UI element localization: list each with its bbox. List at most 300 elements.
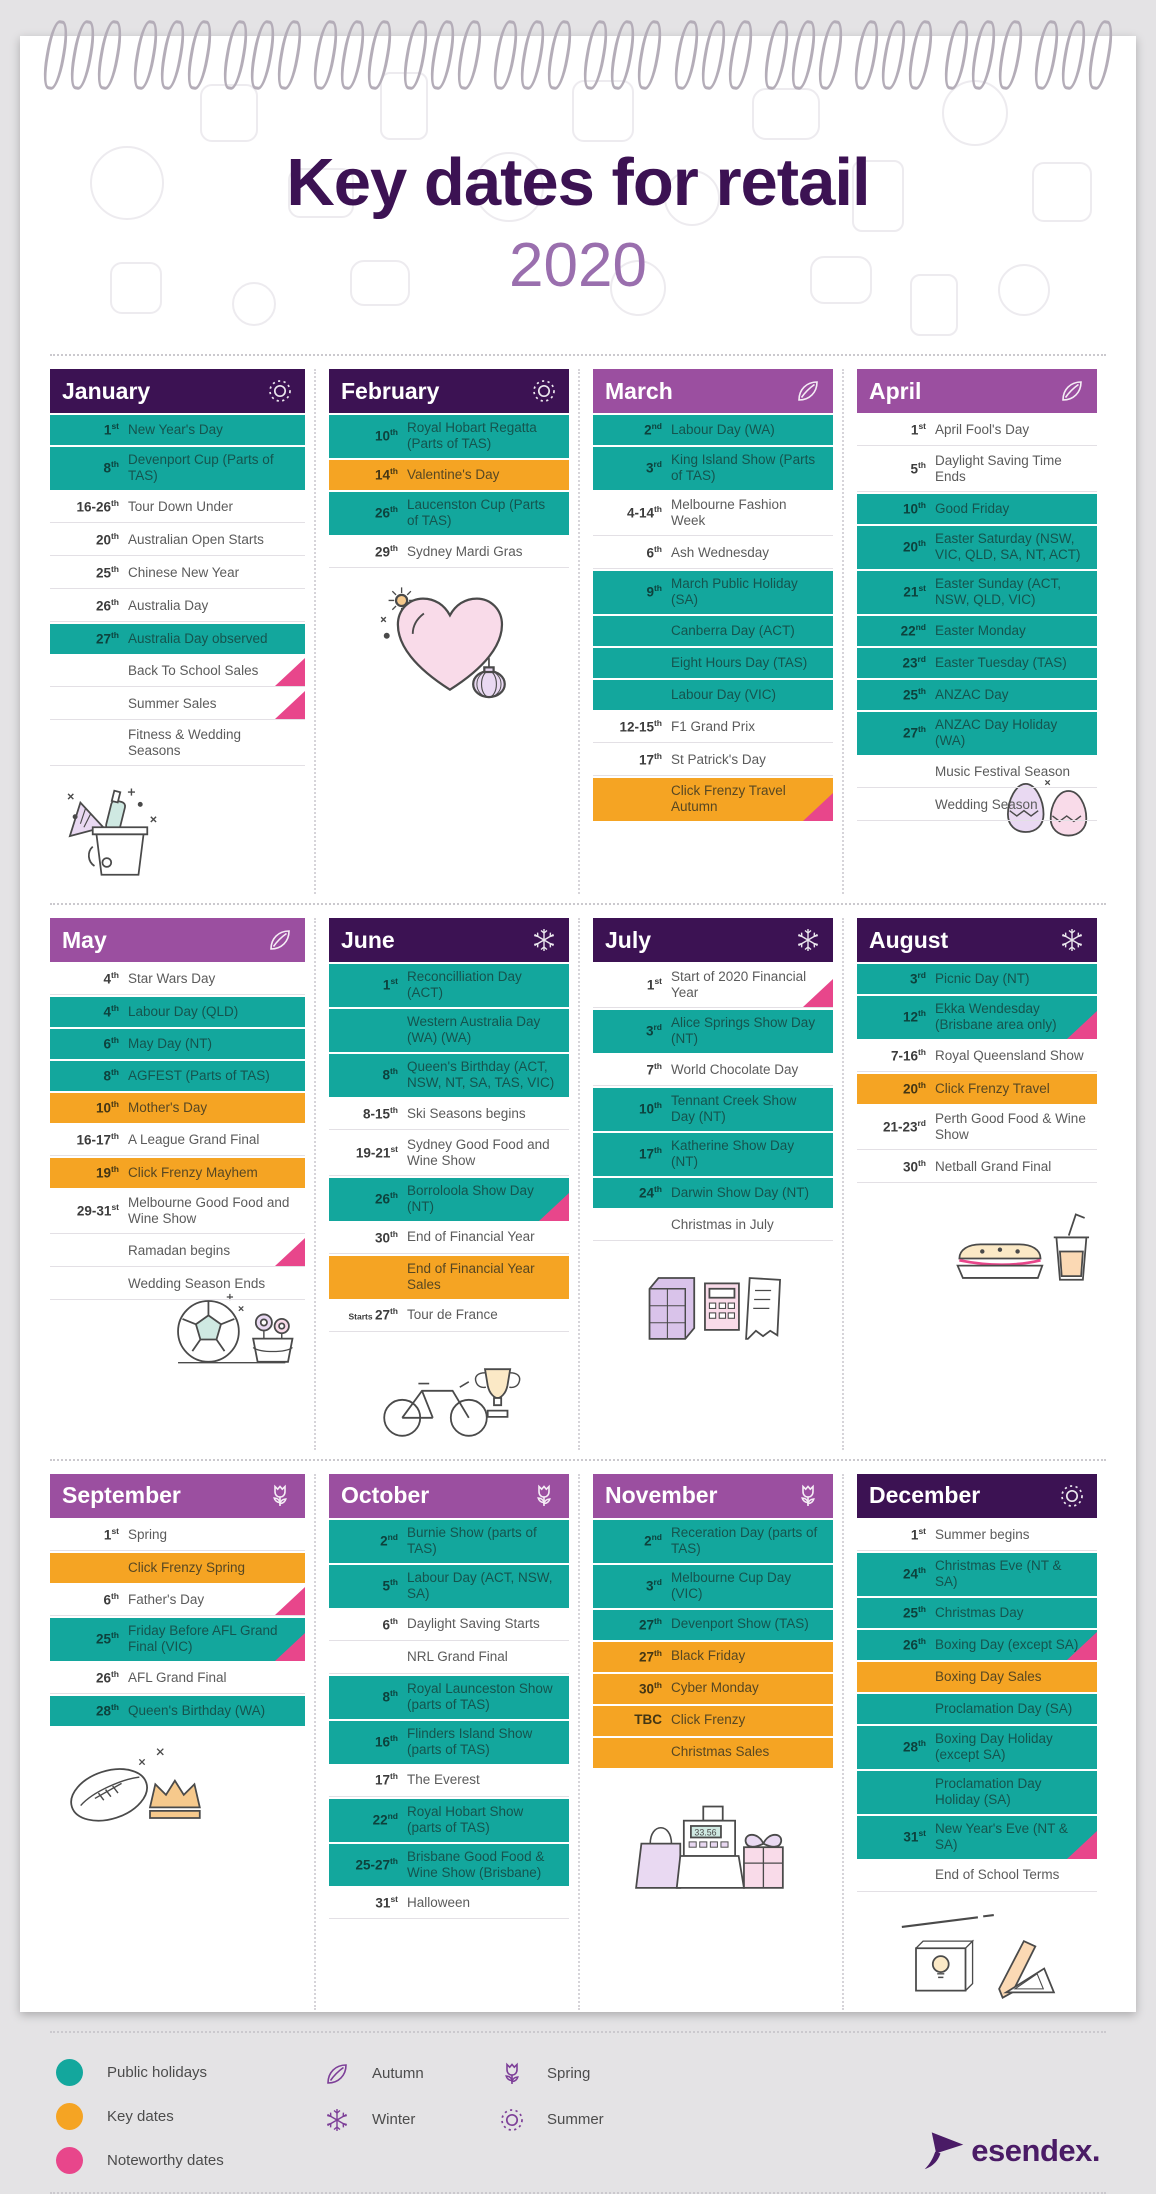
event-label: F1 Grand Prix [671, 718, 756, 734]
event-date: 30th [374, 1228, 398, 1246]
month-january [50, 369, 314, 894]
event-label: Christmas in July [671, 1216, 774, 1232]
event-label: End of Financial Year [407, 1229, 535, 1245]
event-label: Darwin Show Day (NT) [671, 1184, 810, 1200]
ring-group [677, 20, 750, 90]
event-row [329, 1132, 569, 1176]
event-date: 1st [382, 976, 398, 993]
event-date: 10th [902, 499, 926, 517]
event-label: New Year's Day [128, 421, 223, 437]
binder-ring [274, 19, 305, 91]
event-row [857, 571, 1097, 614]
ring-group [1037, 20, 1110, 90]
binder-ring [968, 19, 999, 91]
event-date: 1st [646, 976, 662, 993]
binder-ring [40, 19, 71, 91]
event-row [593, 1642, 833, 1672]
binder-ring [364, 19, 395, 91]
ring-group [586, 20, 659, 90]
event-date: 25th [902, 1603, 926, 1621]
event-label: March Public Holiday (SA) [671, 575, 798, 608]
event-date: 5th [382, 1577, 398, 1594]
event-label: Tennant Creek Show Day (NT) [671, 1092, 797, 1125]
event-label: Good Friday [935, 500, 1010, 516]
event-row [50, 624, 305, 654]
event-date: 17th [638, 1145, 662, 1162]
event-row [329, 964, 569, 1007]
event-row [857, 757, 1097, 788]
event-date: 17th [638, 750, 662, 768]
legend-season-label: Summer [547, 2111, 604, 2129]
event-row [50, 492, 305, 523]
month-may [50, 918, 314, 1450]
legend-season-winter [324, 2107, 499, 2133]
event-row [329, 1888, 569, 1919]
event-label: Australian Open Starts [128, 531, 264, 547]
event-date: 2nd [644, 420, 662, 438]
month-name: September [62, 1482, 181, 1509]
event-label: May Day (NT) [128, 1035, 212, 1051]
event-row [593, 712, 833, 743]
snowflake-icon [1059, 927, 1085, 953]
event-row [857, 415, 1097, 446]
event-date: 16th [374, 1732, 398, 1750]
event-label: Devenport Show (TAS) [671, 1616, 809, 1632]
trophy-bicycle-illustration [368, 1344, 530, 1446]
event-row [593, 1055, 833, 1086]
event-label: Easter Saturday (NSW, VIC, QLD, SA, NT, ACT) [935, 530, 1081, 563]
legend-label: Key dates [107, 2107, 174, 2125]
binder-ring [815, 19, 846, 91]
event-row [50, 1696, 305, 1726]
event-date: 21-23rd [882, 1118, 926, 1135]
event-row [857, 996, 1097, 1039]
event-label: Borroloola Show Day (NT) [407, 1182, 534, 1215]
event-date: 27th [95, 629, 119, 647]
month-july [578, 918, 842, 1450]
event-row [593, 680, 833, 710]
event-label: Reconcilliation Day (ACT) [407, 969, 522, 1001]
binder-ring [1085, 19, 1116, 91]
month-name: March [605, 377, 673, 404]
month-february [314, 369, 578, 894]
event-row [593, 1565, 833, 1608]
event-label: Star Wars Day [128, 970, 216, 986]
noteworthy-corner-flag [1067, 1632, 1097, 1660]
event-row [857, 448, 1097, 492]
event-label: Proclamation Day (SA) [935, 1700, 1073, 1716]
event-row [50, 1061, 305, 1091]
event-date: 31st [903, 1827, 926, 1845]
event-label: Western Australia Day (WA) (WA) [407, 1013, 541, 1046]
event-date: 10th [638, 1100, 662, 1117]
tulip-icon [795, 1483, 821, 1509]
event-row [329, 1256, 569, 1299]
event-date: 25th [95, 563, 119, 581]
event-label: Boxing Day Sales [935, 1668, 1042, 1684]
event-row [857, 680, 1097, 710]
event-row [50, 1190, 305, 1234]
ring-group [857, 20, 930, 90]
event-row [593, 1674, 833, 1704]
event-label: Canberra Day (ACT) [671, 622, 795, 638]
event-label: Picnic Day (NT) [935, 970, 1030, 986]
ring-group [46, 20, 119, 90]
event-row [50, 1269, 305, 1300]
binder-ring [725, 19, 756, 91]
event-label: Wedding Season Ends [128, 1275, 266, 1291]
month-name: April [869, 377, 922, 404]
event-row [857, 648, 1097, 678]
legend-type-list [56, 2059, 324, 2174]
event-row [857, 1726, 1097, 1769]
event-date: 1st [910, 420, 926, 438]
event-date: 4th [103, 1002, 119, 1020]
event-row [329, 1178, 569, 1221]
event-label: Melbourne Fashion Week [671, 496, 787, 529]
binder-ring [184, 19, 215, 91]
months-row-1 [50, 354, 1106, 903]
binder-ring [310, 19, 341, 91]
event-date: 27th [638, 1647, 662, 1665]
month-april-header [857, 369, 1097, 413]
legend-dot [56, 2103, 83, 2130]
event-label: Black Friday [671, 1648, 746, 1664]
event-label: Eight Hours Day (TAS) [671, 654, 808, 670]
event-row [593, 1738, 833, 1768]
event-date: 8th [382, 1687, 398, 1705]
event-row [329, 1565, 569, 1608]
event-row [50, 722, 305, 766]
event-date: 26th [902, 1635, 926, 1653]
event-date: 28th [95, 1701, 119, 1719]
tulip-icon [531, 1483, 557, 1509]
month-october-header [329, 1474, 569, 1518]
page-title: Key dates for retail [286, 145, 870, 220]
event-row [50, 1029, 305, 1059]
event-row [329, 492, 569, 535]
event-label: Royal Queensland Show [935, 1047, 1084, 1063]
event-date: 4-14th [626, 504, 662, 521]
month-name: January [62, 377, 151, 404]
event-label: Start of 2020 Financial Year [671, 969, 807, 1001]
event-row [857, 1694, 1097, 1724]
binder-ring [788, 19, 819, 91]
event-label: Father's Day [128, 1591, 205, 1607]
event-row [593, 447, 833, 490]
event-label: Click Frenzy Travel [935, 1080, 1050, 1096]
binder-ring [130, 19, 161, 91]
event-row [593, 1520, 833, 1563]
event-row [593, 648, 833, 678]
event-row [593, 538, 833, 569]
event-label: Mother's Day [128, 1099, 208, 1115]
event-date: 1st [103, 420, 119, 438]
snowflake-icon [795, 927, 821, 953]
event-row [593, 1706, 833, 1736]
event-row [857, 964, 1097, 994]
month-name: June [341, 926, 395, 953]
ring-group [767, 20, 840, 90]
legend-season-spring [499, 2061, 674, 2087]
event-row [50, 1520, 305, 1551]
event-label: AGFEST (Parts of TAS) [128, 1067, 270, 1083]
binder-ring [608, 19, 639, 91]
leaf-icon [324, 2061, 350, 2087]
event-label: Click Frenzy Spring [128, 1559, 246, 1575]
ring-group [136, 20, 209, 90]
event-date: 20th [902, 1079, 926, 1097]
noteworthy-corner-flag [275, 691, 305, 719]
month-february-header [329, 369, 569, 413]
event-row [857, 1861, 1097, 1892]
event-label: ANZAC Day Holiday (WA) [935, 716, 1058, 749]
event-label: Melbourne Good Food and Wine Show [128, 1195, 290, 1227]
noteworthy-corner-flag [1067, 1011, 1097, 1039]
event-row [50, 1585, 305, 1616]
event-row [857, 1074, 1097, 1104]
event-label: Summer begins [935, 1526, 1030, 1542]
stationery-book-illustration [893, 1904, 1061, 2006]
event-label: Click Frenzy [671, 1712, 746, 1728]
binder-ring [427, 19, 458, 91]
event-label: World Chocolate Day [671, 1061, 799, 1077]
event-label: Brisbane Good Food & Wine Show (Brisbane) [407, 1848, 545, 1880]
event-date: 25-27th [355, 1855, 398, 1873]
noteworthy-corner-flag [803, 793, 833, 821]
event-date: 19-21st [355, 1144, 398, 1161]
event-label: Sydney Good Food and Wine Show [407, 1136, 550, 1169]
event-row [857, 1041, 1097, 1072]
legend-dot [56, 2059, 83, 2086]
event-label: Laucenston Cup (Parts of TAS) [407, 496, 546, 529]
event-label: Cyber Monday [671, 1680, 759, 1696]
binder-ring [400, 19, 431, 91]
event-label: April Fool's Day [935, 421, 1030, 437]
legend-item-key-dates [56, 2103, 324, 2130]
event-label: Fitness & Wedding Seasons [128, 726, 242, 759]
event-row [329, 415, 569, 458]
month-november-header [593, 1474, 833, 1518]
page-year: 2020 [509, 231, 647, 301]
legend-season-label: Spring [547, 2065, 591, 2083]
event-date: 20th [902, 538, 926, 555]
event-date: 26th [95, 596, 119, 614]
event-row [329, 1766, 569, 1797]
month-august [842, 918, 1106, 1450]
binder-ring [337, 19, 368, 91]
event-row [50, 964, 305, 995]
event-date: 27th [638, 1615, 662, 1633]
event-label: King Island Show (Parts of TAS) [671, 452, 816, 484]
tulip-icon [267, 1483, 293, 1509]
event-label: Australia Day observed [128, 630, 268, 646]
event-row [50, 656, 305, 687]
month-name: August [869, 926, 949, 953]
month-december-header [857, 1474, 1097, 1518]
noteworthy-corner-flag [275, 1238, 305, 1266]
event-row [857, 1152, 1097, 1183]
event-row [50, 1663, 305, 1694]
month-november [578, 1474, 842, 2010]
spiral-binding-rings [46, 20, 1110, 90]
doodle-shape [200, 84, 258, 142]
event-row [857, 1520, 1097, 1551]
event-row [50, 689, 305, 720]
legend-label: Public holidays [107, 2063, 208, 2081]
binder-ring [67, 19, 98, 91]
event-label: Wedding Season [935, 796, 1038, 812]
event-label: Christmas Sales [671, 1744, 770, 1760]
month-june-header [329, 918, 569, 962]
binder-ring [454, 19, 485, 91]
noteworthy-corner-flag [275, 658, 305, 686]
event-row [329, 460, 569, 490]
event-label: NRL Grand Final [407, 1649, 508, 1665]
event-date: 3rd [645, 459, 662, 476]
event-date: 2nd [380, 1532, 398, 1549]
event-label: Click Frenzy Travel Autumn [671, 782, 786, 815]
event-date: 22nd [372, 1810, 398, 1828]
binder-ring [157, 19, 188, 91]
event-label: Queen's Birthday (ACT, NSW, NT, SA, TAS, VIC) [407, 1058, 555, 1091]
event-date: 10th [374, 427, 398, 444]
binder-ring [1058, 19, 1089, 91]
noteworthy-corner-flag [803, 979, 833, 1007]
event-date: 10th [95, 1098, 119, 1116]
binder-ring [544, 19, 575, 91]
event-label: Devenport Cup (Parts of TAS) [128, 452, 274, 484]
leaf-icon [267, 927, 293, 953]
event-date: 6th [103, 1590, 119, 1608]
event-date: 29th [374, 542, 398, 560]
ring-group [226, 20, 299, 90]
month-august-header [857, 918, 1097, 962]
event-date: 26th [95, 1668, 119, 1686]
binder-ring [94, 19, 125, 91]
event-row [329, 1643, 569, 1674]
event-date: 7th [646, 1060, 662, 1078]
event-label: Summer Sales [128, 695, 217, 711]
binder-ring [878, 19, 909, 91]
event-row [857, 494, 1097, 524]
binder-ring [941, 19, 972, 91]
event-label: Royal Hobart Show (parts of TAS) [407, 1803, 524, 1836]
noteworthy-corner-flag [539, 1193, 569, 1221]
event-row [329, 1844, 569, 1887]
event-label: Back To School Sales [128, 662, 259, 678]
event-label: Netball Grand Final [935, 1158, 1052, 1174]
event-row [329, 1799, 569, 1842]
event-row [593, 1610, 833, 1640]
doodle-shape [752, 88, 820, 140]
binder-ring [1031, 19, 1062, 91]
legend-season-label: Winter [372, 2111, 416, 2129]
event-date: 1st [910, 1525, 926, 1543]
tulip-icon [499, 2061, 525, 2087]
event-row [329, 1721, 569, 1764]
event-date: 8th [103, 1066, 119, 1084]
month-name: December [869, 1482, 981, 1509]
event-date: 1st [103, 1525, 119, 1543]
event-row [50, 447, 305, 490]
sun-icon [531, 378, 557, 404]
event-row [329, 1301, 569, 1332]
event-label: Tour Down Under [128, 498, 234, 514]
month-name: October [341, 1482, 430, 1509]
event-label: Flinders Island Show (parts of TAS) [407, 1725, 533, 1758]
event-label: Chinese New Year [128, 564, 240, 580]
binder-ring [220, 19, 251, 91]
legend-item-public-holidays [56, 2059, 324, 2086]
event-label: ANZAC Day [935, 686, 1009, 702]
event-row [593, 1210, 833, 1241]
event-row [857, 1630, 1097, 1660]
event-date: 21st [903, 583, 926, 600]
event-row [593, 745, 833, 776]
event-row [593, 1088, 833, 1131]
event-date: 6th [103, 1034, 119, 1052]
event-row [329, 1009, 569, 1052]
event-row [593, 1178, 833, 1208]
month-january-header [50, 369, 305, 413]
binder-ring [698, 19, 729, 91]
leaf-icon [1059, 378, 1085, 404]
event-row [593, 778, 833, 821]
event-date: 5th [910, 460, 926, 477]
event-row [50, 1236, 305, 1267]
event-label: Friday Before AFL Grand Final (VIC) [128, 1622, 278, 1655]
event-row [593, 1133, 833, 1176]
event-label: Queen's Birthday (WA) [128, 1702, 266, 1718]
event-label: Ekka Wendesday (Brisbane area only) [935, 1001, 1057, 1033]
event-label: Easter Sunday (ACT, NSW, QLD, VIC) [935, 575, 1062, 608]
event-label: Labour Day (WA) [671, 421, 775, 437]
register-gifts-illustration [629, 1780, 797, 1902]
svg-text:33.56: 33.56 [694, 1826, 717, 1837]
event-label: A League Grand Final [128, 1131, 260, 1147]
ring-group [316, 20, 389, 90]
event-label: Valentine's Day [407, 466, 500, 482]
event-label: End of Financial Year Sales [407, 1260, 535, 1293]
event-row [329, 1520, 569, 1563]
legend-season-list [324, 2061, 674, 2133]
event-row [593, 964, 833, 1008]
event-date: 12-15th [619, 717, 662, 735]
event-label: Australia Day [128, 597, 209, 613]
binder-ring [247, 19, 278, 91]
event-date: 12th [902, 1008, 926, 1025]
event-date: 24th [638, 1183, 662, 1201]
event-row [593, 616, 833, 646]
noteworthy-corner-flag [1067, 1831, 1097, 1859]
event-date: 25th [95, 1630, 119, 1647]
event-label: Ski Seasons begins [407, 1105, 526, 1121]
event-row [50, 1158, 305, 1188]
ring-group [406, 20, 479, 90]
event-label: Burnie Show (parts of TAS) [407, 1524, 537, 1557]
chocolate-receipt-illustration [637, 1253, 789, 1358]
binder-ring [517, 19, 548, 91]
event-row [50, 558, 305, 589]
month-march-header [593, 369, 833, 413]
event-label: Labour Day (QLD) [128, 1003, 239, 1019]
event-row [857, 1771, 1097, 1814]
event-label: Spring [128, 1526, 168, 1542]
binder-ring [851, 19, 882, 91]
binder-ring [635, 19, 666, 91]
brand-logo [923, 2127, 1100, 2176]
